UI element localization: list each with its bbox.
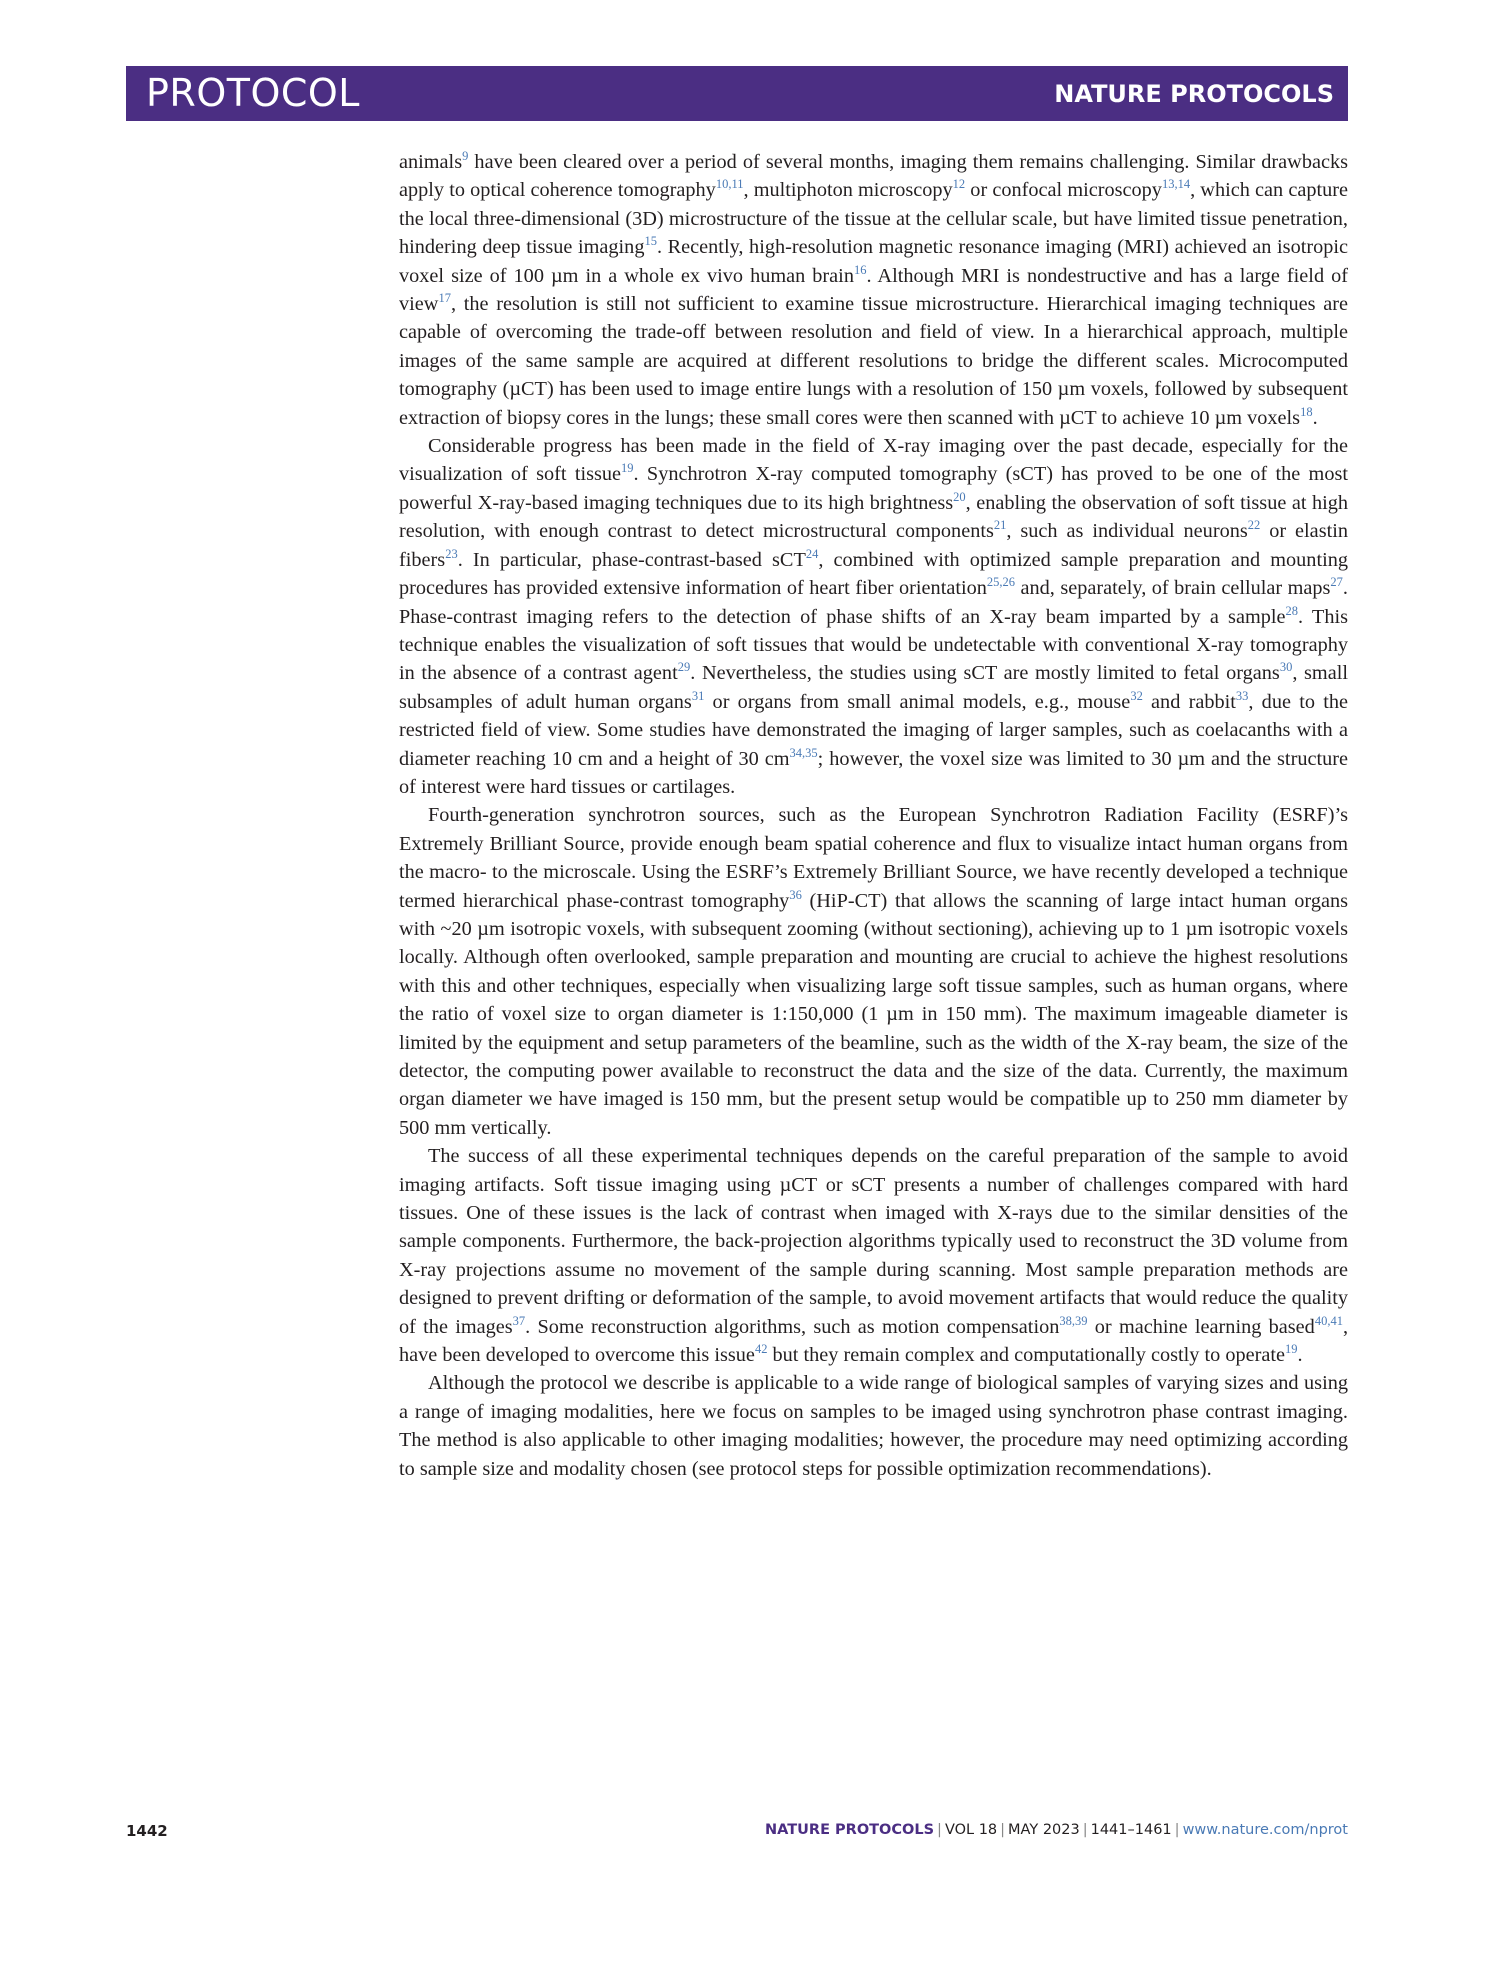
- footer-journal-name: NATURE PROTOCOLS: [765, 1822, 935, 1838]
- citation-ref[interactable]: 31: [691, 688, 705, 703]
- citation-ref[interactable]: 30: [1279, 660, 1293, 675]
- citation-ref[interactable]: 25,26: [986, 575, 1016, 590]
- footer-date: MAY 2023: [1008, 1822, 1080, 1838]
- citation-ref[interactable]: 17: [438, 291, 451, 306]
- citation-ref[interactable]: 9: [462, 149, 469, 163]
- page-number: 1442: [126, 1822, 168, 1840]
- footer-volume: VOL 18: [944, 1822, 998, 1838]
- citation-ref[interactable]: 20: [953, 489, 966, 504]
- footer-url-link[interactable]: www.nature.com/nprot: [1182, 1822, 1348, 1838]
- citation-ref[interactable]: 23: [445, 546, 458, 561]
- citation-ref[interactable]: 38,39: [1059, 1313, 1088, 1328]
- citation-ref[interactable]: 19: [621, 461, 634, 476]
- citation-ref[interactable]: 28: [1285, 603, 1298, 618]
- citation-ref[interactable]: 10,11: [715, 177, 744, 192]
- footer-separator: |: [1174, 1822, 1180, 1838]
- citation-ref[interactable]: 40,41: [1314, 1313, 1343, 1328]
- paragraph: animals$^9$ have been cleared over a period of several months, imaging them remains challenging. Similar drawbacks apply to optical coherence tomography$^{10,11}$, multiphoton microscopy$^{12}$ or confocal microscopy$^{13,14}$, which can capture the local three-dimensional (3D) microstructure of the tissue at the cellular scale, but have limited tissue penetration, hindering deep tissue imaging$^{15}$. Recently, high-resolution magnetic resonance imaging (MRI) achieved an isotropic voxel size of 100 µm in a whole ex vivo human brain$^{16}$. Although MRI is nondestructive and has a large field of view$^{17}$, the resolution is still not sufficient to examine tissue microstructure. Hierarchical imaging techniques are capable of overcoming the trade-off between resolution and field of view. In a hierarchical approach, multiple images of the same sample are acquired at different resolutions to bridge the different scales. Microcomputed tomography (µCT) has been used to image entire lungs with a resolution of 150 µm voxels, followed by subsequent extraction of biopsy cores in the lungs; these small cores were then scanned with µCT to achieve 10 µm voxels$^{18}$.: [399, 149, 1349, 429]
- citation-ref[interactable]: 24: [805, 546, 819, 561]
- header-bar: [126, 66, 1348, 121]
- citation-ref[interactable]: 22: [1247, 518, 1261, 533]
- citation-ref[interactable]: 21: [993, 518, 1007, 533]
- citation-ref[interactable]: 29: [677, 660, 691, 675]
- article-body: [399, 148, 1348, 1483]
- citation-ref[interactable]: 42: [754, 1342, 768, 1357]
- footer-separator: |: [1082, 1822, 1088, 1838]
- citation-ref[interactable]: 13,14: [1161, 177, 1191, 192]
- citation-ref[interactable]: 32: [1130, 688, 1143, 703]
- footer-separator: |: [1000, 1822, 1006, 1838]
- section-label: PROTOCOL: [146, 71, 360, 115]
- journal-label: NATURE PROTOCOLS: [1054, 80, 1334, 108]
- citation-ref[interactable]: 16: [853, 262, 867, 277]
- citation-ref[interactable]: 18: [1300, 404, 1313, 419]
- footer-separator: |: [937, 1822, 942, 1838]
- paragraph: Considerable progress has been made in the field of X-ray imaging over the past decade, especially for the visualization of soft tissue$^{19}$. Synchrotron X-ray computed tomography (sCT) has proved to be one of the most powerful X-ray-based imaging techniques due to its high brightness$^{20}$, enabling the observation of soft tissue at high resolution, with enough contrast to detect microstructural components$^{21}$, such as individual neurons$^{22}$ or elastin fibers$^{23}$. In particular, phase-contrast-based sCT$^{24}$, combined with optimized sample preparation and mounting procedures has provided extensive information of heart fiber orientation$^{25,26}$ and, separately, of brain cellular maps$^{27}$. Phase-contrast imaging refers to the detection of phase shifts of an X-ray beam imparted by a sample$^{28}$. This technique enables the visualization of soft tissues that would be undetectable with conventional X-ray tomography in the absence of a contrast agent$^{29}$. Nevertheless, the studies using sCT are mostly limited to fetal organs$^{30}$, small subsamples of adult human organs$^{31}$ or organs from small animal models, e.g., mouse$^{32}$ and rabbit$^{33}$, due to the restricted field of view. Some studies have demonstrated the imaging of larger samples, such as coelacanths with a diameter reaching 10 cm and a height of 30 cm$^{34,35}$; however, the voxel size was limited to 30 µm and the structure of interest were hard tissues or cartilages.: [399, 435, 1348, 798]
- footer-citation: [765, 1822, 1348, 1838]
- citation-ref[interactable]: 36: [789, 887, 802, 902]
- paragraph: Fourth-generation synchrotron sources, such as the European Synchrotron Radiation Facility (ESRF)’s Extremely Brilliant Source, provide enough beam spatial coherence and flux to visualize intact human organs from the macro- to the microscale. Using the ESRF’s Extremely Brilliant Source, we have recently developed a technique termed hierarchical phase-contrast tomography$^{36}$ (HiP-CT) that allows the scanning of large intact human organs with ~20 µm isotropic voxels, with subsequent zooming (without sectioning), achieving up to 1 µm isotropic voxels locally. Although often overlooked, sample preparation and mounting are crucial to achieve the highest resolutions with this and other techniques, especially when visualizing large soft tissue samples, such as human organs, where the ratio of voxel size to organ diameter is 1:150,000 (1 µm in 150 mm). The maximum imageable diameter is limited by the equipment and setup parameters of the beamline, such as the width of the X-ray beam, the size of the detector, the computing power available to reconstruct the data and the size of the data. Currently, the maximum organ diameter we have imaged is 150 mm, but the present setup would be compatible up to 250 mm diameter by 500 mm vertically.: [399, 804, 1348, 1139]
- footer-pages: 1441–1461: [1090, 1822, 1172, 1838]
- citation-ref[interactable]: 15: [644, 234, 657, 249]
- citation-ref[interactable]: 34,35: [789, 745, 818, 760]
- citation-ref[interactable]: 33: [1235, 688, 1249, 703]
- paragraph: Although the protocol we describe is applicable to a wide range of biological samples of varying sizes and using a range of imaging modalities, here we focus on samples to be imaged using synchrotron phase contrast imaging. The method is also applicable to other imaging modalities; however, the procedure may need optimizing according to sample size and modality chosen (see protocol steps for possible optimization recommendations).: [399, 1372, 1348, 1480]
- citation-ref[interactable]: 19: [1285, 1342, 1298, 1357]
- citation-ref[interactable]: 12: [952, 177, 966, 192]
- paragraph: The success of all these experimental techniques depends on the careful preparation of the sample to avoid imaging artifacts. Soft tissue imaging using µCT or sCT presents a number of challenges compared with hard tissues. One of these issues is the lack of contrast when imaged with X-rays due to the similar densities of the sample components. Furthermore, the back-projection algorithms typically used to reconstruct the 3D volume from X-ray projections assume no movement of the sample during scanning. Most sample preparation methods are designed to prevent drifting or deformation of the sample, to avoid movement artifacts that would reduce the quality of the images$^{37}$. Some reconstruction algorithms, such as motion compensation$^{38,39}$ or machine learning based$^{40,41}$, have been developed to overcome this issue$^{42}$ but they remain complex and computationally costly to operate$^{19}$.: [399, 1145, 1349, 1367]
- citation-ref[interactable]: 37: [512, 1313, 526, 1328]
- citation-ref[interactable]: 27: [1330, 575, 1343, 590]
